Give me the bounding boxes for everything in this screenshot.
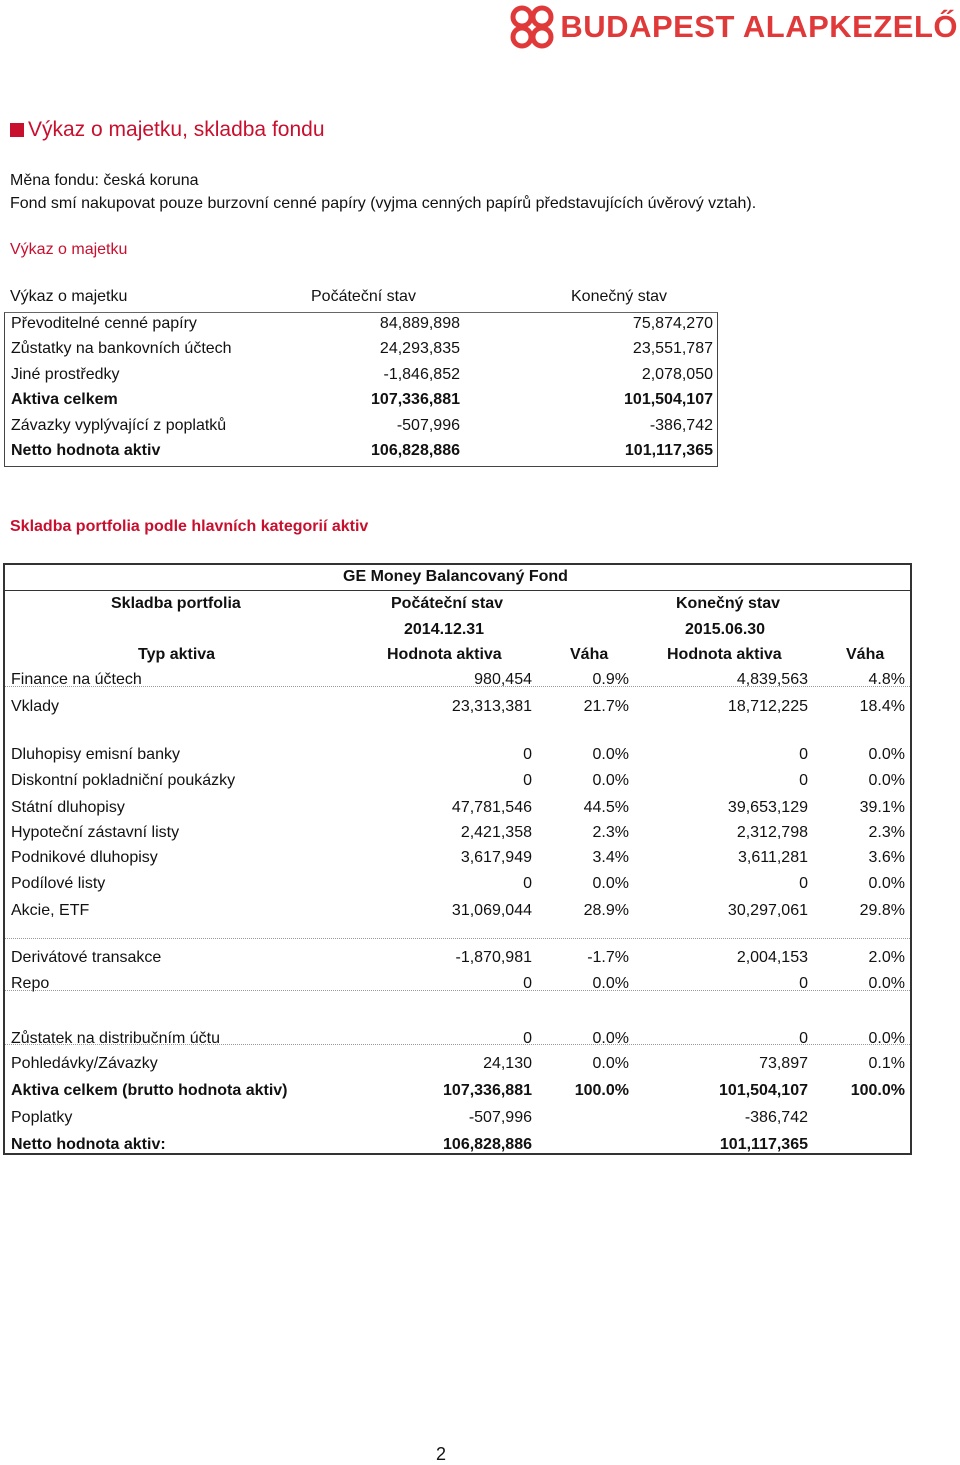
assets-report-header [4,286,718,312]
portfolio-row-label: Podnikové dluhopisy [11,849,158,866]
portfolio-row-end-weight: 2.0% [868,949,905,966]
section-title-text: Výkaz o majetku, skladba fondu [28,118,325,141]
portfolio-row-label: Hypoteční zástavní listy [11,824,180,841]
portfolio-row-label: Derivátové transakce [11,949,162,966]
portfolio-row-start-weight: 21.7% [583,698,629,715]
assets-row-label: Převoditelné cenné papíry [11,314,197,332]
logo-text: BUDAPEST ALAPKEZELŐ [560,9,958,44]
assets-report-body [4,312,718,467]
end-date: 2015.06.30 [685,621,766,638]
header-divider [5,590,910,591]
portfolio-row-end-weight: 0.0% [868,975,905,992]
start-date: 2014.12.31 [404,621,485,638]
col-skladba: Skladba portfolia [111,595,241,612]
portfolio-row-end-value: 0 [799,746,808,763]
portfolio-row-label: Pohledávky/Závazky [11,1055,158,1072]
page-number: 2 [436,1444,447,1464]
assets-row-start: 107,336,881 [371,391,460,408]
rule-line: Fond smí nakupovat pouze burzovní cenné papíry (vyjma cenných papírů představujících úvěrový vztah). [10,195,757,212]
portfolio-row-start-value: 0 [523,746,532,763]
portfolio-row-start-value: 0 [523,1030,532,1047]
portfolio-row-end-value: 0 [799,875,808,892]
portfolio-row-start-weight: 0.0% [592,875,629,892]
assets-row-start: 84,889,898 [379,314,460,332]
assets-row-label: Aktiva celkem [11,391,118,408]
assets-report-subtitle: Výkaz o majetku [10,241,128,258]
type-label: Typ aktiva [138,646,216,663]
portfolio-row-start-value: 24,130 [483,1055,532,1072]
portfolio-row-start-value: 23,313,381 [451,698,532,715]
row-separator [5,990,910,991]
portfolio-row-end-value: 2,004,153 [736,949,808,966]
portfolio-row-end-value: 0 [799,975,808,992]
assets-row-end: 101,504,107 [624,391,713,408]
portfolio-row-start-value: 3,617,949 [460,849,532,866]
start-weight-label: Váha [570,646,609,663]
portfolio-row-start-value: 0 [523,875,532,892]
portfolio-row-end-weight: 3.6% [868,849,905,866]
portfolio-row-end-weight: 29.8% [859,902,905,919]
end-label: Konečný stav [676,595,781,612]
portfolio-row-start-value: 106,828,886 [443,1136,532,1153]
portfolio-row-start-weight: 0.9% [592,671,629,688]
assets-row-label: Netto hodnota aktiv [11,442,161,459]
portfolio-row-label: Zůstatek na distribučním účtu [11,1030,220,1047]
portfolio-row-label: Aktiva celkem (brutto hodnota aktiv) [11,1082,288,1099]
portfolio-row-end-weight: 39.1% [859,799,905,816]
portfolio-row-start-weight: 0.0% [592,975,629,992]
portfolio-row-label: Diskontní pokladniční poukázky [11,772,236,789]
assets-row-label: Závazky vyplývající z poplatků [11,416,227,434]
portfolio-row-label: Repo [11,975,50,992]
assets-row [5,440,717,466]
logo-mark-icon [510,5,554,49]
portfolio-row-label: Dluhopisy emisní banky [11,746,180,763]
portfolio-row-end-weight: 2.3% [868,824,905,841]
portfolio-row-end-weight: 0.0% [868,1030,905,1047]
assets-row-end: 101,117,365 [624,442,713,459]
portfolio-row-label: Podílové listy [11,875,106,892]
assets-row-end: 23,551,787 [632,340,713,357]
portfolio-row-label: Poplatky [11,1109,73,1126]
portfolio-row-label: Finance na účtech [11,671,142,688]
portfolio-row-start-weight: 0.0% [592,1030,629,1047]
portfolio-row-start-value: 31,069,044 [451,902,532,919]
assets-row-label: Zůstatky na bankovních účtech [11,340,232,357]
portfolio-row-start-value: -1,870,981 [455,949,532,966]
start-value-label: Hodnota aktiva [387,646,502,663]
red-square-icon [10,123,24,137]
header-label: Výkaz o majetku [10,288,128,305]
portfolio-row-end-weight: 0.0% [868,746,905,763]
end-weight-label: Váha [846,646,885,663]
portfolio-row-start-weight: 2.3% [592,824,629,841]
assets-row [5,364,717,390]
assets-row-start: -1,846,852 [383,365,460,383]
portfolio-row-start-weight: 0.0% [592,746,629,763]
assets-row [5,313,717,339]
portfolio-row-start-weight: 100.0% [574,1082,629,1099]
portfolio-row-start-weight: 28.9% [583,902,629,919]
portfolio-subtitle: Skladba portfolia podle hlavních kategorií aktiv [10,518,369,535]
portfolio-row-end-value: 4,839,563 [736,671,808,688]
portfolio-row-start-value: 0 [523,975,532,992]
portfolio-row-start-value: 47,781,546 [451,799,532,816]
portfolio-row-end-value: 30,297,061 [727,902,808,919]
start-label: Počáteční stav [391,595,504,612]
company-logo [510,4,958,50]
assets-row-end: 2,078,050 [641,365,713,383]
assets-row-start: 106,828,886 [371,442,460,459]
portfolio-row-start-weight: -1.7% [587,949,629,966]
assets-row [5,415,717,441]
portfolio-row-start-weight: 3.4% [592,849,629,866]
currency-line: Měna fondu: česká koruna [10,172,199,189]
portfolio-row-end-weight: 0.1% [868,1055,905,1072]
portfolio-row-end-value: 18,712,225 [727,698,808,715]
portfolio-row-end-value: 3,611,281 [738,849,808,866]
portfolio-row-start-value: 107,336,881 [443,1082,532,1099]
header-start: Počáteční stav [311,288,416,305]
assets-row [5,389,717,415]
portfolio-row-start-value: 2,421,358 [460,824,532,841]
portfolio-row-end-weight: 18.4% [859,698,905,715]
assets-row-start: 24,293,835 [379,340,460,357]
portfolio-row-end-value: 73,897 [759,1055,808,1072]
assets-row [5,338,717,364]
portfolio-row-start-weight: 44.5% [583,799,629,816]
portfolio-row-end-value: 0 [799,1030,808,1047]
portfolio-row-end-value: 101,504,107 [719,1082,808,1099]
assets-row-start: -507,996 [396,416,460,434]
section-title [10,118,325,142]
portfolio-row-end-weight: 0.0% [868,772,905,789]
fund-name: GE Money Balancovaný Fond [343,568,568,585]
portfolio-row-end-value: -386,742 [744,1109,808,1126]
portfolio-row-start-value: 980,454 [474,671,532,688]
portfolio-row-end-weight: 100.0% [850,1082,905,1099]
assets-row-label: Jiné prostředky [11,365,120,383]
assets-row-end: 75,874,270 [632,314,713,332]
portfolio-row-end-value: 101,117,365 [719,1136,808,1153]
portfolio-row-start-value: -507,996 [468,1109,532,1126]
portfolio-row-end-value: 39,653,129 [727,799,808,816]
portfolio-row-start-weight: 0.0% [592,1055,629,1072]
portfolio-row-start-weight: 0.0% [592,772,629,789]
portfolio-row-label: Akcie, ETF [11,902,90,919]
assets-report-table [4,286,718,467]
portfolio-row-end-value: 0 [799,772,808,789]
portfolio-table [3,563,912,1155]
portfolio-row-label: Vklady [11,698,60,715]
portfolio-row-end-value: 2,312,798 [736,824,808,841]
portfolio-row-label: Státní dluhopisy [11,799,125,816]
portfolio-row-start-value: 0 [523,772,532,789]
assets-row-end: -386,742 [649,416,713,434]
portfolio-row-label: Netto hodnota aktiv: [11,1136,166,1153]
row-separator [5,938,910,939]
portfolio-row-end-weight: 4.8% [868,671,905,688]
portfolio-row-end-weight: 0.0% [868,875,905,892]
header-end: Konečný stav [571,288,668,305]
end-value-label: Hodnota aktiva [667,646,782,663]
